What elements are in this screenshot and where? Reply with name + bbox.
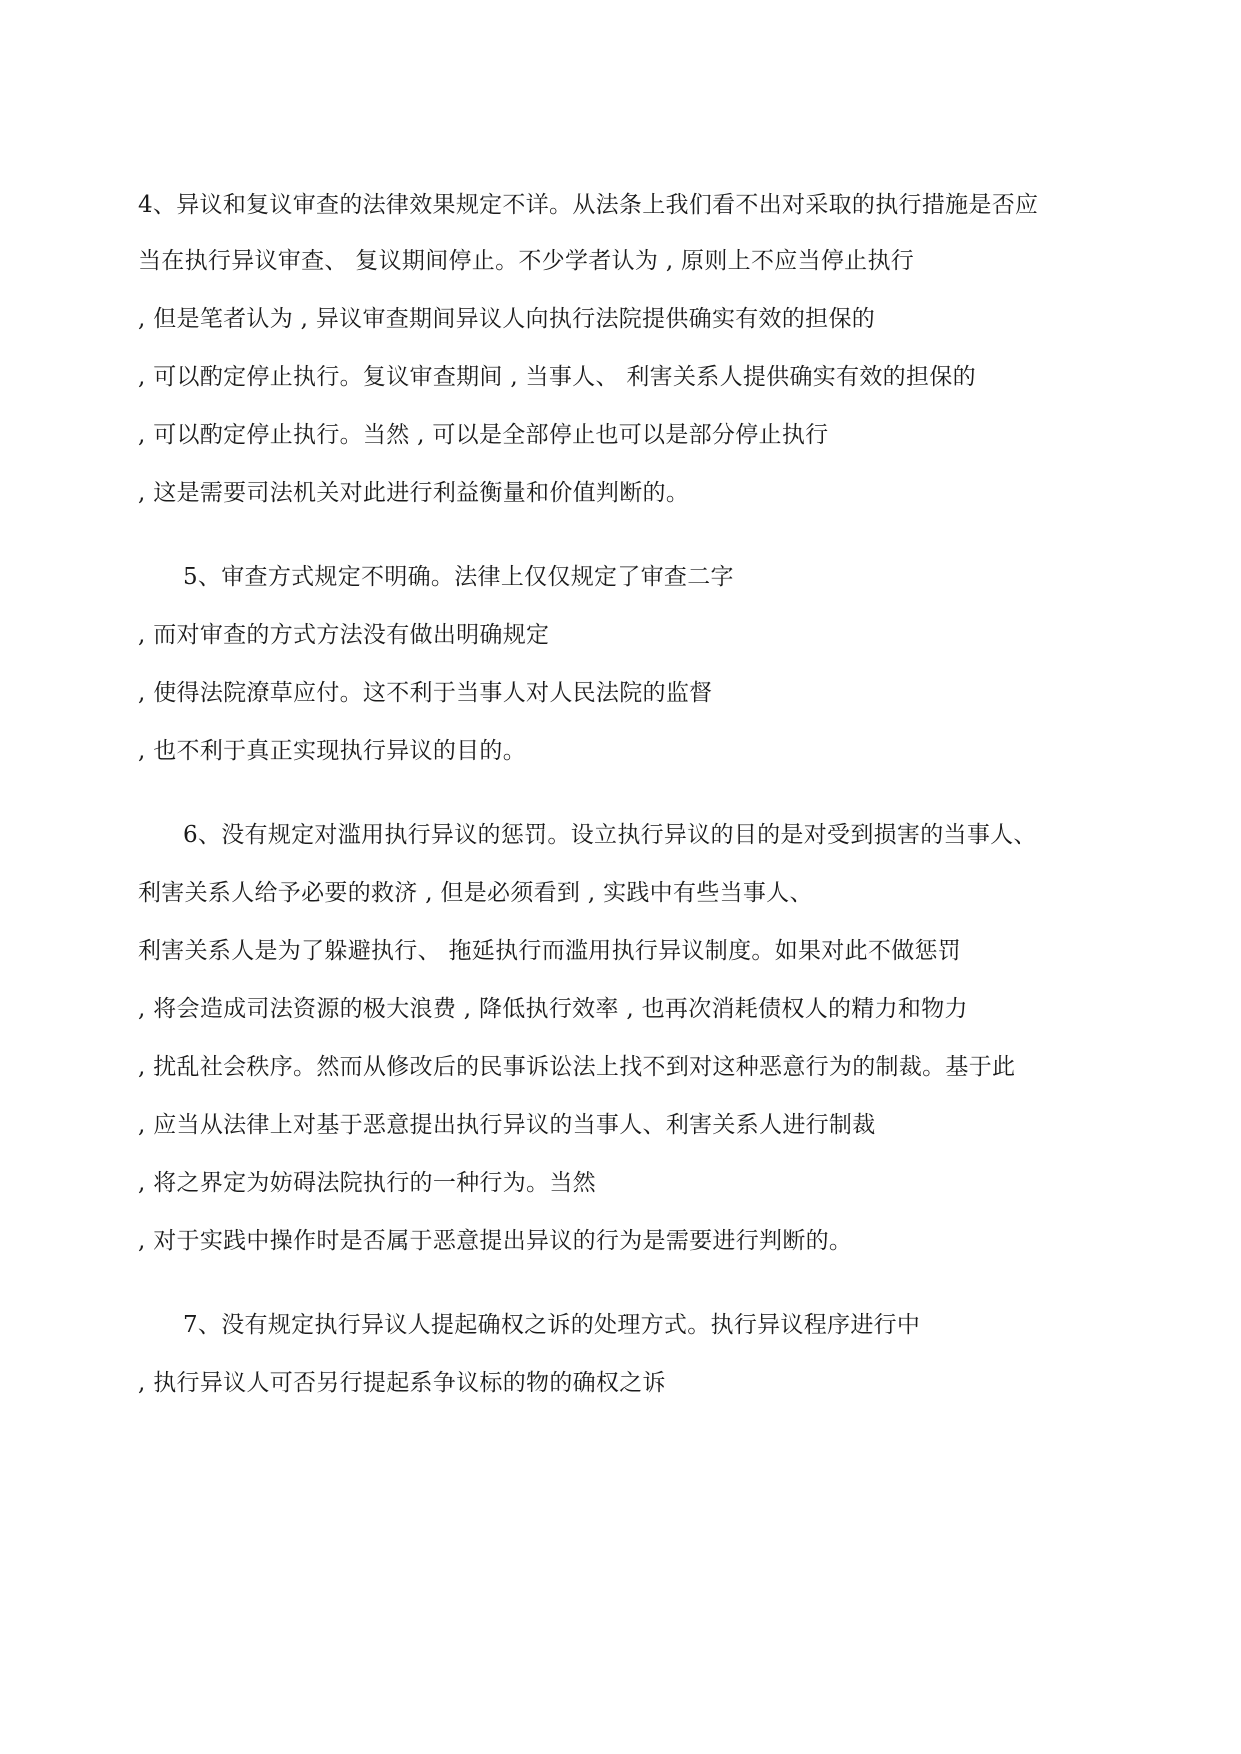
text-line: , 扰乱社会秩序。然而从修改后的民事诉讼法上找不到对这种恶意行为的制裁。基于此 (138, 1054, 1016, 1080)
text-line: 5、审查方式规定不明确。法律上仅仅规定了审查二字 (183, 564, 734, 590)
text-line: , 也不利于真正实现执行异议的目的。 (138, 738, 527, 764)
text-line: 当在执行异议审查、 复议期间停止。不少学者认为 , 原则上不应当停止执行 (138, 248, 915, 274)
text-line: , 将之界定为妨碍法院执行的一种行为。当然 (138, 1170, 596, 1196)
text-line: , 使得法院潦草应付。这不利于当事人对人民法院的监督 (138, 680, 713, 706)
text-line: 7、没有规定执行异议人提起确权之诉的处理方式。执行异议程序进行中 (183, 1312, 921, 1338)
text-line: , 但是笔者认为 , 异议审查期间异议人向执行法院提供确实有效的担保的 (138, 306, 876, 332)
text-line: , 可以酌定停止执行。复议审查期间 , 当事人、 利害关系人提供确实有效的担保的 (138, 364, 976, 390)
text-line: , 应当从法律上对基于恶意提出执行异议的当事人、利害关系人进行制裁 (138, 1112, 876, 1138)
text-line: , 这是需要司法机关对此进行利益衡量和价值判断的。 (138, 480, 690, 506)
text-line: , 而对审查的方式方法没有做出明确规定 (138, 622, 550, 648)
text-line: 利害关系人给予必要的救济 , 但是必须看到 , 实践中有些当事人、 (138, 880, 813, 906)
text-line: , 可以酌定停止执行。当然 , 可以是全部停止也可以是部分停止执行 (138, 422, 829, 448)
text-line: 4、异议和复议审查的法律效果规定不详。从法条上我们看不出对采取的执行措施是否应 (138, 192, 1039, 218)
text-line: 6、没有规定对滥用执行异议的惩罚。设立执行异议的目的是对受到损害的当事人、 (183, 822, 1037, 848)
text-line: , 将会造成司法资源的极大浪费 , 降低执行效率 , 也再次消耗债权人的精力和物力 (138, 996, 968, 1022)
text-line: 利害关系人是为了躲避执行、 拖延执行而滥用执行异议制度。如果对此不做惩罚 (138, 938, 962, 964)
text-line: , 执行异议人可否另行提起系争议标的物的确权之诉 (138, 1370, 666, 1396)
text-line: , 对于实践中操作时是否属于恶意提出异议的行为是需要进行判断的。 (138, 1228, 853, 1254)
